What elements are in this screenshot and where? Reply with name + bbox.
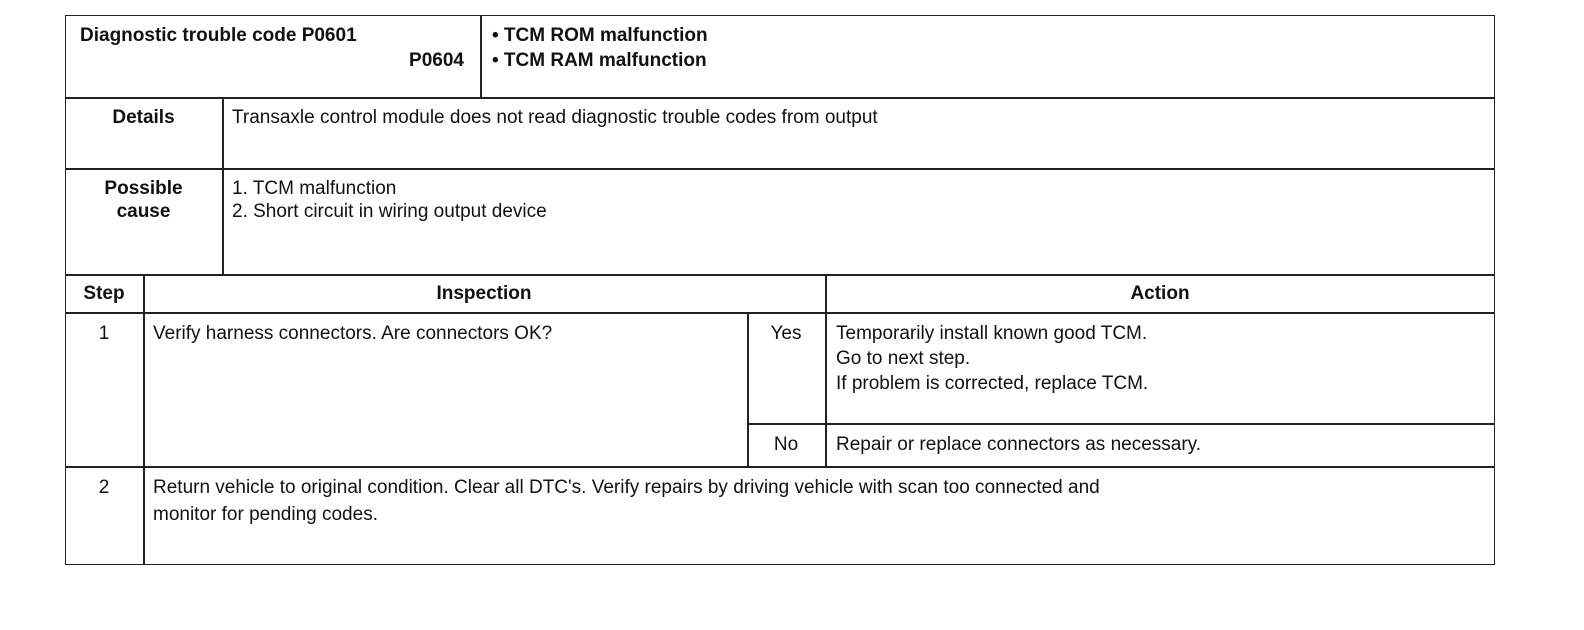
cause-label-2: cause — [116, 201, 171, 222]
dtc-code-secondary: P0604 — [409, 50, 464, 71]
divider-label-col — [222, 97, 224, 274]
divider-cause — [65, 274, 1495, 276]
yes-action-line: If problem is corrected, replace TCM. — [836, 373, 1149, 394]
yes-label: Yes — [770, 323, 802, 344]
divider-header-col — [480, 15, 482, 97]
details-text: Transaxle control module does not read diagnostic trouble codes from output — [232, 107, 878, 128]
divider-col-header — [65, 312, 1495, 314]
divider-yes-no — [747, 423, 1495, 425]
divider-step2 — [65, 466, 1495, 468]
no-action: Repair or replace connectors as necessary. — [836, 434, 1202, 455]
step-number: 2 — [98, 477, 110, 498]
col-header-action: Action — [1130, 283, 1190, 304]
cause-item: 1. TCM malfunction — [232, 178, 397, 199]
step-text: Return vehicle to original condition. Clear all DTC's. Verify repairs by driving vehicle with scan too connected and — [153, 477, 1100, 498]
cause-item: 2. Short circuit in wiring output device — [232, 201, 547, 222]
step-text-2: monitor for pending codes. — [153, 504, 378, 525]
divider-header — [65, 97, 1495, 99]
step-number: 1 — [98, 323, 110, 344]
cause-label: Possible — [104, 178, 183, 199]
step-inspection: Verify harness connectors. Are connectors OK? — [153, 323, 553, 344]
divider-step-col — [143, 274, 145, 565]
yes-action-line: Go to next step. — [836, 348, 971, 369]
divider-details — [65, 168, 1495, 170]
col-header-step: Step — [83, 283, 125, 304]
col-header-inspection: Inspection — [436, 283, 532, 304]
dtc-label: Diagnostic trouble code P0601 — [80, 25, 357, 46]
fault-ram: • TCM RAM malfunction — [492, 50, 707, 71]
no-label: No — [773, 434, 799, 455]
details-label: Details — [112, 107, 175, 128]
fault-rom: • TCM ROM malfunction — [492, 25, 708, 46]
yes-action-line: Temporarily install known good TCM. — [836, 323, 1148, 344]
